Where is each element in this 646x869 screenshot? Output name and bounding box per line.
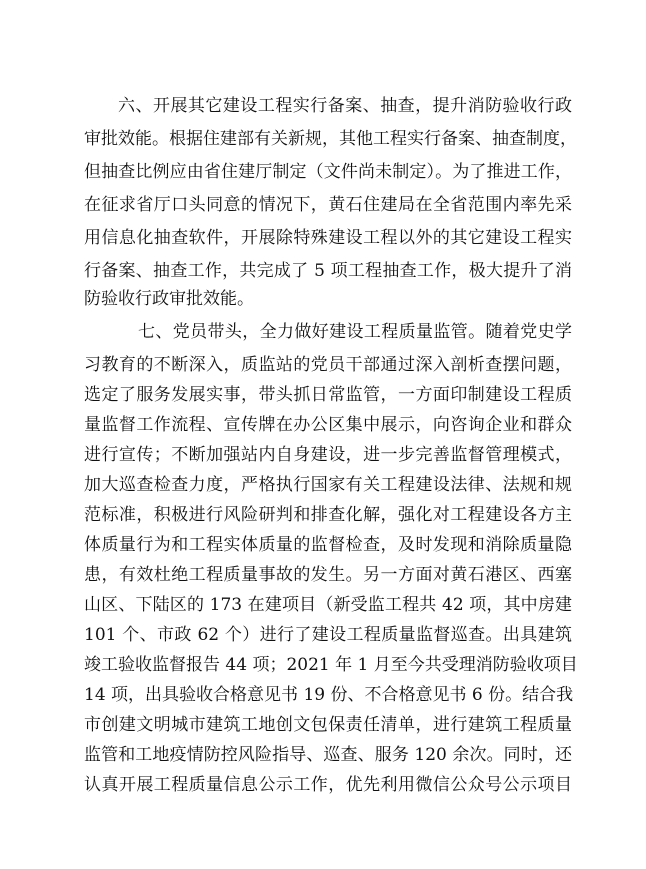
- section-6-line-1: 六、开展其它建设工程实行备案、抽查，提升消防验收行政: [118, 96, 572, 116]
- section-6-line-6: 行备案、抽查工作，共完成了 5 项工程抽查工作，极大提升了消: [84, 261, 572, 281]
- section-7-line-9: 患，有效杜绝工程质量事故的发生。另一方面对黄石港区、西塞: [84, 565, 572, 585]
- section-7-line-11: 101 个、市政 62 个）进行了建设工程质量监督巡查。出具建筑: [84, 625, 572, 645]
- section-7-line-2: 习教育的不断深入，质监站的党员干部通过深入剖析查摆问题，: [84, 355, 572, 375]
- section-6-line-7: 防验收行政审批效能。: [84, 289, 254, 309]
- section-6-line-3: 但抽查比例应由省住建厅制定（文件尚未制定）。为了推进工作，: [84, 162, 572, 182]
- section-7-line-10: 山区、下陆区的 173 在建项目（新受监工程共 42 项，其中房建: [84, 595, 572, 615]
- section-7-line-13: 14 项，出具验收合格意见书 19 份、不合格意见书 6 份。结合我: [84, 685, 574, 705]
- section-7-line-3: 选定了服务发展实事，带头抓日常监管，一方面印制建设工程质: [84, 385, 572, 405]
- section-7-line-7: 范标准，积极进行风险研判和排查化解，强化对工程建设各方主: [84, 505, 572, 525]
- section-7-line-12: 竣工验收监督报告 44 项；2021 年 1 月至今共受理消防验收项目: [84, 655, 578, 675]
- section-7-line-14: 市创建文明城市建筑工地创文包保责任清单，进行建筑工程质量: [84, 715, 572, 735]
- section-7-line-6: 加大巡查检查力度，严格执行国家有关工程建设法律、法规和规: [84, 475, 572, 495]
- section-6-line-4: 在征求省厅口头同意的情况下，黄石住建局在全省范围内率先采: [84, 195, 572, 215]
- section-6-line-2: 审批效能。根据住建部有关新规，其他工程实行备案、抽查制度，: [84, 129, 577, 149]
- section-7-line-4: 量监督工作流程、宣传牌在办公区集中展示，向咨询企业和群众: [84, 415, 572, 435]
- section-7-line-5: 进行宣传；不断加强站内自身建设，进一步完善监督管理模式，: [84, 445, 572, 465]
- section-7-line-16: 认真开展工程质量信息公示工作，优先利用微信公众号公示项目: [84, 775, 572, 795]
- section-7-line-15: 监管和工地疫情防控风险指导、巡查、服务 120 余次。同时，还: [84, 745, 572, 765]
- section-7-line-1: 七、党员带头，全力做好建设工程质量监管。随着党史学: [138, 322, 572, 342]
- section-6-line-5: 用信息化抽查软件，开展除特殊建设工程以外的其它建设工程实: [84, 228, 572, 248]
- section-7-line-8: 体质量行为和工程实体质量的监督检查，及时发现和消除质量隐: [84, 535, 572, 555]
